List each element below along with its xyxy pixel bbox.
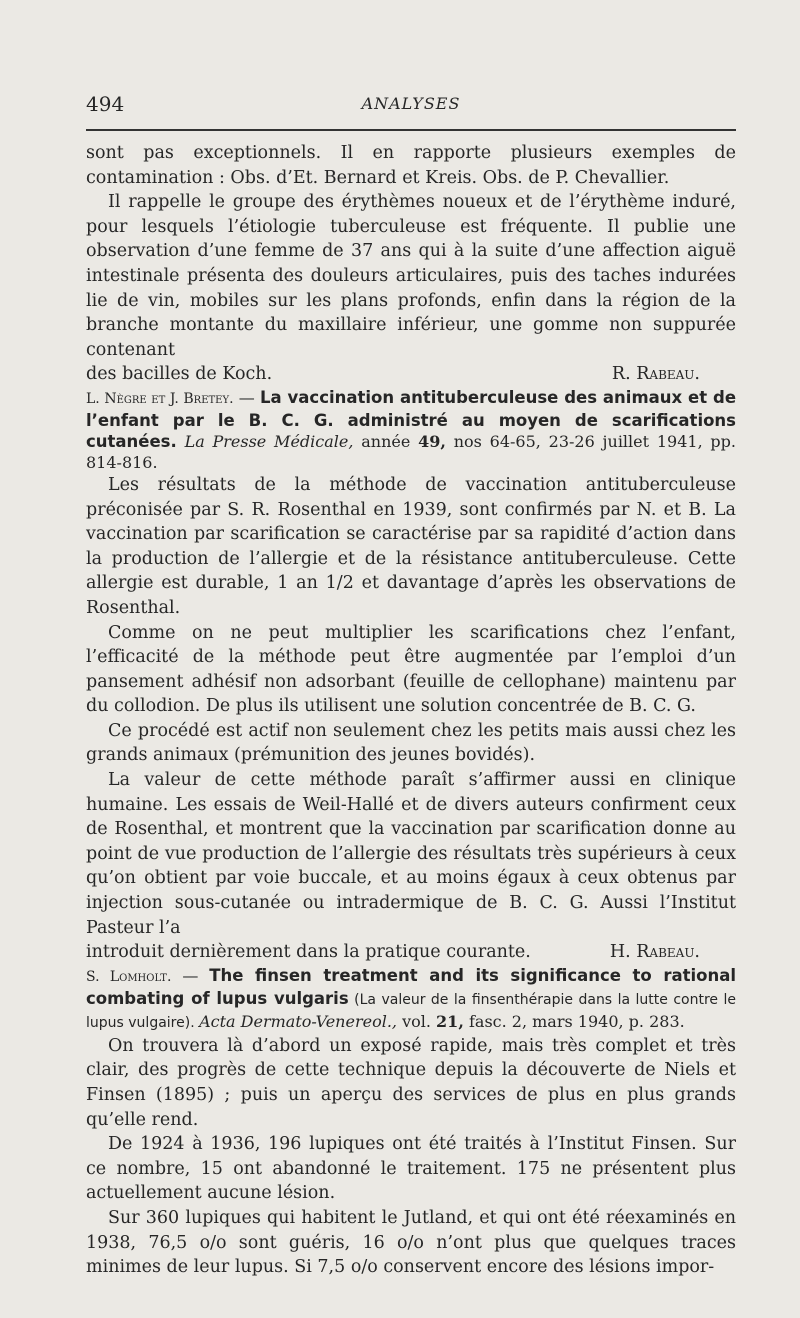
citation-text: vol. [397, 1011, 437, 1031]
entry-title: The finsen treatment and its significance to rational combating of lupus vulgaris [86, 965, 737, 1008]
page-body [86, 141, 736, 1280]
citation-text: année [353, 431, 419, 451]
paragraph: Sur 360 lupiques qui habitent le Jutland, et qui ont été réexaminés en 1938, 76,5 o/o sont guéris, 16 o/o n’ont plus que quelques traces minimes de leur lupus. Si 7,5 o/o conservent encore des lésions impor- [86, 1207, 736, 1278]
entry-heading [86, 965, 736, 1034]
reviewer-signature: R. Rabeau. [611, 364, 700, 385]
journal-name: Acta Dermato-Venereol., [199, 1011, 397, 1031]
entry-heading [86, 387, 736, 473]
paragraph: Comme on ne peut multiplier les scarifications chez l’enfant, l’efficacité de la méthode peut être augmentée par l’emploi d’un pansement adhésif non adsorbant (feuille de cellophane) maintenu par du collodion. De plus ils utilisent une solution concentrée de B. C. G. [86, 622, 736, 717]
paragraph: Ce procédé est actif non seulement chez les petits mais aussi chez les grands animaux (prémunition des jeunes bovidés). [86, 720, 736, 766]
page-header [86, 92, 736, 122]
paragraph: Les résultats de la méthode de vaccination antituberculeuse préconisée par S. R. Rosenthal en 1939, sont confirmés par N. et B. La vaccination par scarification se caractérise par sa rapidité d’action dans la production de l’allergie et de la résistance antituberculeuse. Cette allergie est durable, 1 an 1/2 et davantage d’après les observations de Rosenthal. [86, 474, 736, 618]
paragraph: sont pas exceptionnels. Il en rapporte plusieurs exemples de contamination : Obs. d’Et. Bernard et Kreis. Obs. de P. Chevallier. [86, 143, 736, 188]
signature-line [86, 940, 736, 965]
entry-authors: L. Nègre et J. Bretey. [86, 390, 234, 407]
paragraph: Il rappelle le groupe des érythèmes noueux et de l’érythème induré, pour lesquels l’étiologie tuberculeuse est fréquente. Il publie une observation d’une femme de 37 ans qui à la suite d’une affection aiguë intestinale présenta des douleurs articulaires, puis des taches indurées lie de vin, mobiles sur les plans profonds, enfin dans la région de la branche montante du maxillaire inférieur, une gomme non suppurée contenant [86, 192, 736, 360]
citation-text: nos 64-65, 23-26 juillet 1941, pp. 814-816. [86, 431, 737, 472]
volume-number: 21, [436, 1011, 464, 1031]
signature-line [86, 362, 736, 387]
paragraph: La valeur de cette méthode paraît s’affirmer aussi en clinique humaine. Les essais de Weil-Hallé et de divers auteurs confirment ceux de Rosenthal, et montrent que la vaccination par scarification donne au point de vue production de l’allergie des résultats très supérieurs à ceux qu’on obtient par voie buccale, et au moins égaux à ceux obtenus par injection sous-cutanée ou intradermique de B. C. G. Aussi l’Institut Pasteur l’a [86, 770, 736, 938]
running-head: ANALYSES [361, 94, 461, 113]
paragraph: De 1924 à 1936, 196 lupiques ont été traités à l’Institut Finsen. Sur ce nombre, 15 ont abandonné le traitement. 175 ne présentent plus actuellement aucune lésion. [86, 1134, 736, 1204]
journal-name: La Presse Médicale, [184, 431, 354, 451]
paragraph-end: introduit dernièrement dans la pratique courante. [86, 942, 531, 963]
entry-subtitle: (La valeur de la finsenthérapie dans la lutte contre le lupus vulgaire). [86, 991, 737, 1031]
entry-dash: — [171, 965, 210, 985]
entry-dash: — [233, 387, 260, 407]
entry-title: La vaccination antituberculeuse des animaux et de l’enfant par le B. C. G. administré au moyen de scarifications cutanées. [86, 387, 737, 451]
page-number: 494 [86, 92, 125, 116]
volume-number: 49, [418, 431, 446, 451]
entry-authors: S. Lomholt. [86, 968, 172, 985]
paragraph: On trouvera là d’abord un exposé rapide, mais très complet et très clair, des progrès de cette technique depuis la découverte de Niels et Finsen (1895) ; puis un aperçu des services de plus en plus grands qu’elle rend. [86, 1035, 736, 1130]
paragraph-end: des bacilles de Koch. [86, 364, 273, 385]
reviewer-signature: H. Rabeau. [609, 942, 700, 963]
header-rule [86, 129, 736, 131]
citation-text: fasc. 2, mars 1940, p. 283. [463, 1011, 685, 1031]
